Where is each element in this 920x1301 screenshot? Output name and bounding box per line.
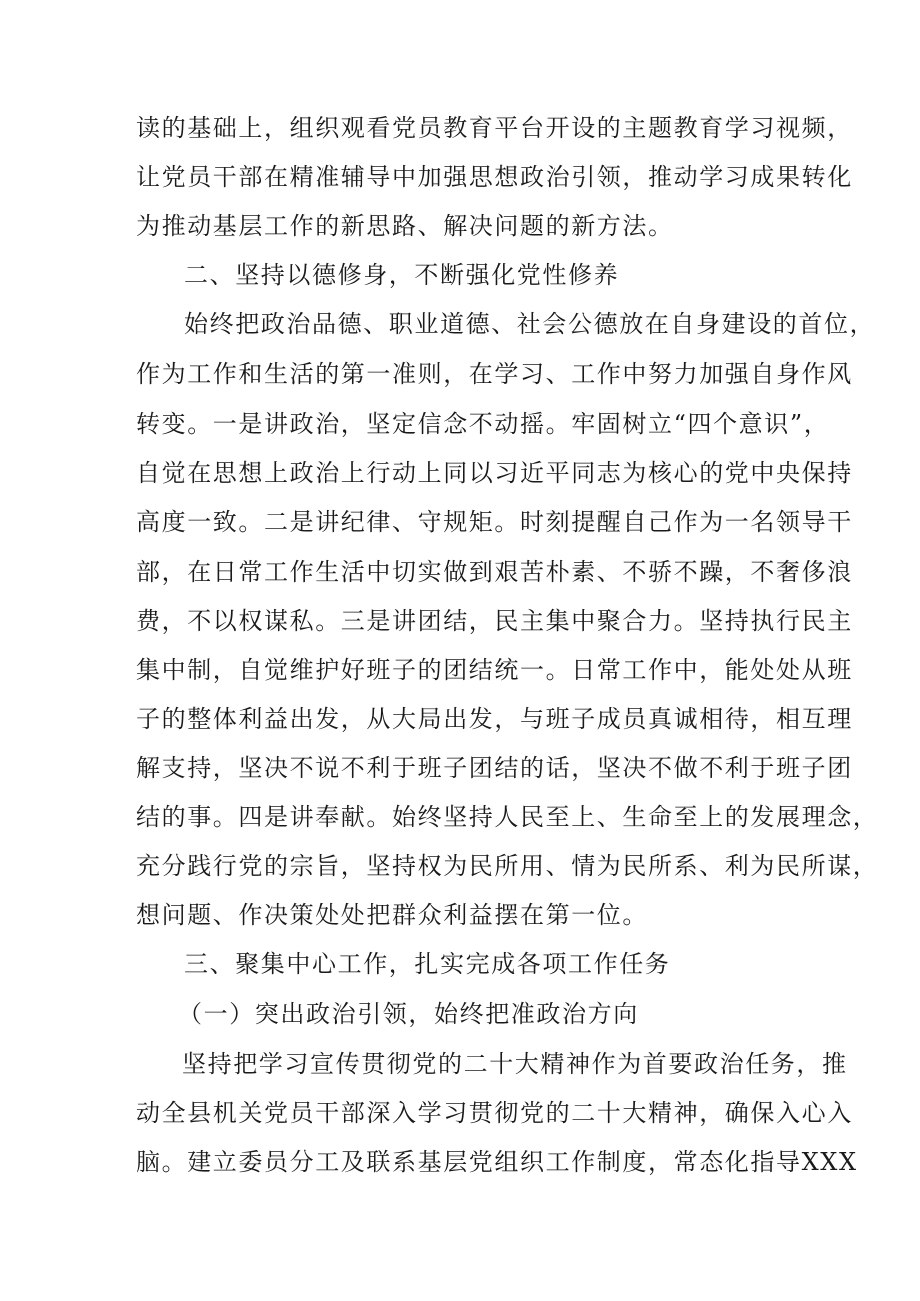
- paragraph-line: 结的事。四是讲奉献。始终坚持人民至上、生命至上的发展理念，: [136, 803, 879, 831]
- section-heading: 三、聚集中心工作，扎实完成各项工作任务: [184, 950, 671, 978]
- paragraph-line: 自觉在思想上政治上行动上同以习近平同志为核心的党中央保持: [136, 459, 853, 487]
- paragraph-line: 想问题、作决策处处把群众利益摆在第一位。: [136, 901, 648, 929]
- paragraph-line: 动全县机关党员干部深入学习贯彻党的二十大精神，确保入心入: [136, 1099, 853, 1127]
- paragraph-line: 解支持，坚决不说不利于班子团结的话，坚决不做不利于班子团: [136, 754, 853, 782]
- paragraph-line: 充分践行党的宗旨，坚持权为民所用、情为民所系、利为民所谋，: [136, 852, 879, 880]
- paragraph-line: 费，不以权谋私。三是讲团结，民主集中聚合力。坚持执行民主: [136, 607, 853, 635]
- paragraph-line: 读的基础上，组织观看党员教育平台开设的主题教育学习视频，: [136, 114, 853, 142]
- paragraph-line: 让党员干部在精准辅导中加强思想政治引领，推动学习成果转化: [136, 163, 853, 191]
- paragraph-line: 始终把政治品德、职业道德、社会公德放在自身建设的首位，: [184, 310, 876, 338]
- paragraph-line: 作为工作和生活的第一准则，在学习、工作中努力加强自身作风: [136, 360, 853, 388]
- paragraph-line: 坚持把学习宣传贯彻党的二十大精神作为首要政治任务，推: [182, 1050, 848, 1078]
- subsection-heading: （一）突出政治引领，始终把准政治方向: [178, 1000, 639, 1028]
- section-heading: 二、坚持以德修身，不断强化党性修养: [184, 261, 620, 289]
- paragraph-line: 转变。一是讲政治，坚定信念不动摇。牢固树立“四个意识”，: [136, 410, 830, 438]
- paragraph-line: 子的整体利益出发，从大局出发，与班子成员真诚相待，相互理: [136, 705, 853, 733]
- paragraph-line: 集中制，自觉维护好班子的团结统一。日常工作中，能处处从班: [136, 656, 853, 684]
- paragraph-line: 部，在日常工作生活中切实做到艰苦朴素、不骄不躁，不奢侈浪: [136, 558, 853, 586]
- paragraph-line: 为推动基层工作的新思路、解决问题的新方法。: [136, 212, 674, 240]
- paragraph-line: 高度一致。二是讲纪律、守规矩。时刻提醒自己作为一名领导干: [136, 508, 853, 536]
- paragraph-line: 脑。建立委员分工及联系基层党组织工作制度，常态化指导XXX: [136, 1148, 858, 1176]
